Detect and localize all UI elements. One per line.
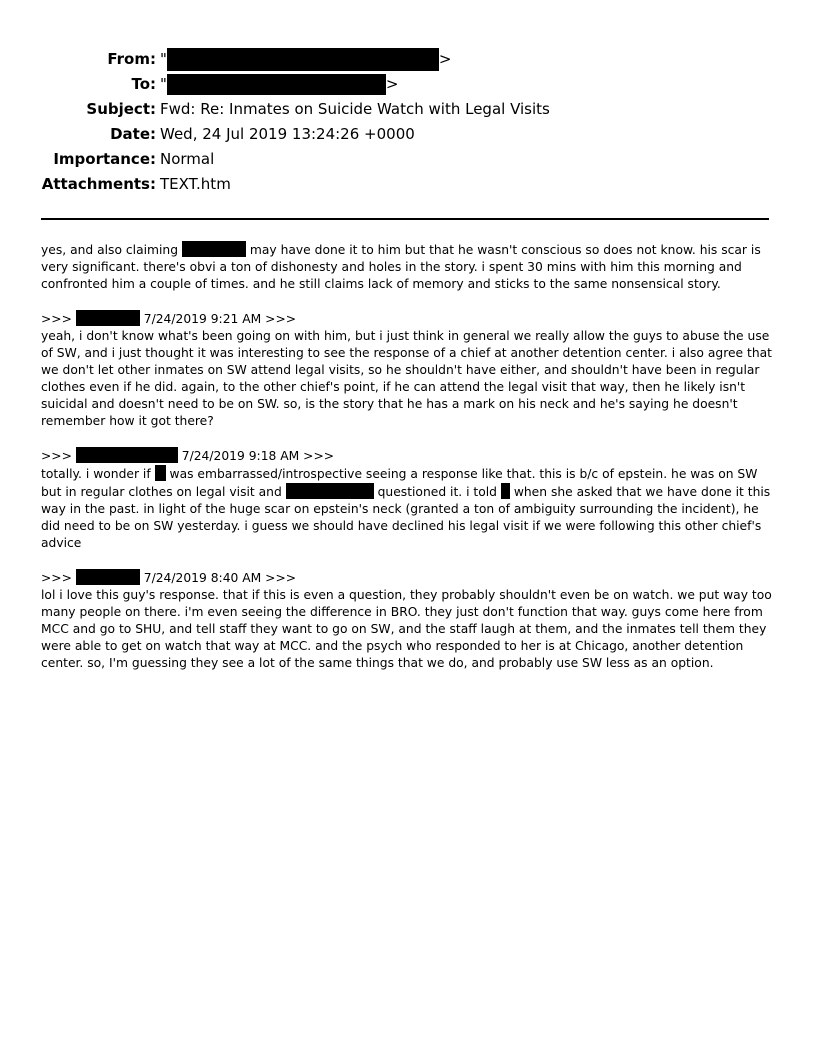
quote-header: >>> 7/24/2019 9:21 AM >>>: [41, 312, 297, 326]
redaction-box: [167, 48, 439, 71]
redaction-box: [76, 569, 140, 585]
email-header: [0, 47, 816, 197]
redaction-box: [76, 447, 178, 463]
header-row-subject: [0, 97, 816, 122]
email-body: [41, 241, 775, 672]
quote-text: totally. i wonder if was embarrassed/introspective seeing a response like that. this is b/c of epstein. he was on SW but in regular clothes on legal visit and questioned it. i told when she asked that we have done it this way in the past. in light of the huge scar on epstein's neck (granted a ton of ambiguity surrounding the incident), he did need to be on SW yesterday. i guess we should have declined his legal visit if we were following this other chief's advice: [41, 467, 771, 550]
from-label: From:: [107, 50, 156, 68]
quoted-message-3: [41, 569, 775, 672]
from-value: " >: [160, 47, 451, 72]
subject-label: Subject:: [86, 100, 156, 118]
redaction-box: [155, 465, 166, 481]
quote-text: lol i love this guy's response. that if this is even a question, they probably shouldn't even be on watch. we put way too many people on there. i'm even seeing the difference in BRO. they just don't function that way. guys come here from MCC and go to SHU, and tell staff they want to go on SW, and the staff laugh at them, and the inmates tell them they were able to get on watch that way at MCC. and the psych who responded to her is at Chicago, another detention center. so, I'm guessing they see a lot of the same things that we do, and probably use SW less as an option.: [41, 588, 772, 670]
header-divider: [41, 218, 769, 220]
quote-header: >>> 7/24/2019 8:40 AM >>>: [41, 571, 297, 585]
quoted-message-2: [41, 447, 775, 552]
subject-value: Fwd: Re: Inmates on Suicide Watch with Legal Visits: [160, 100, 550, 118]
redaction-box: [182, 241, 246, 257]
redaction-box: [167, 74, 386, 95]
header-row-from: [0, 47, 816, 72]
date-label: Date:: [110, 125, 156, 143]
redaction-box: [501, 483, 510, 499]
reply-paragraph: yes, and also claiming may have done it to him but that he wasn't conscious so does not know. his scar is very significant. there's obvi a ton of dishonesty and holes in the story. i spent 30 mins with him this morning and confronted him a couple of times. and he still claims lack of memory and sticks to the same nonsensical story.: [41, 243, 761, 291]
importance-value: Normal: [160, 150, 215, 168]
redaction-box: [286, 483, 374, 499]
attachments-label: Attachments:: [41, 175, 156, 193]
attachments-value: TEXT.htm: [160, 175, 231, 193]
date-value: Wed, 24 Jul 2019 13:24:26 +0000: [160, 125, 415, 143]
quote-text: yeah, i don't know what's been going on with him, but i just think in general we really allow the guys to abuse the use of SW, and i just thought it was interesting to see the response of a chief at another detention center. i also agree that we don't let other inmates on SW attend legal visits, so he shouldn't have either, and shouldn't have been in regular clothes even if he did. again, to the other chief's point, if he can attend the legal visit that way, then he likely isn't suicidal and doesn't need to be on SW. so, is the story that he has a mark on his neck and he's saying he doesn't remember how it got there?: [41, 329, 772, 428]
quote-header: >>> 7/24/2019 9:18 AM >>>: [41, 449, 335, 463]
header-row-date: [0, 122, 816, 147]
importance-label: Importance:: [53, 150, 156, 168]
redaction-box: [76, 310, 140, 326]
to-value: " >: [160, 75, 399, 93]
to-label: To:: [131, 75, 156, 93]
header-row-to: [0, 72, 816, 97]
header-row-attachments: [0, 172, 816, 197]
header-row-importance: [0, 147, 816, 172]
quoted-message-1: [41, 310, 775, 430]
